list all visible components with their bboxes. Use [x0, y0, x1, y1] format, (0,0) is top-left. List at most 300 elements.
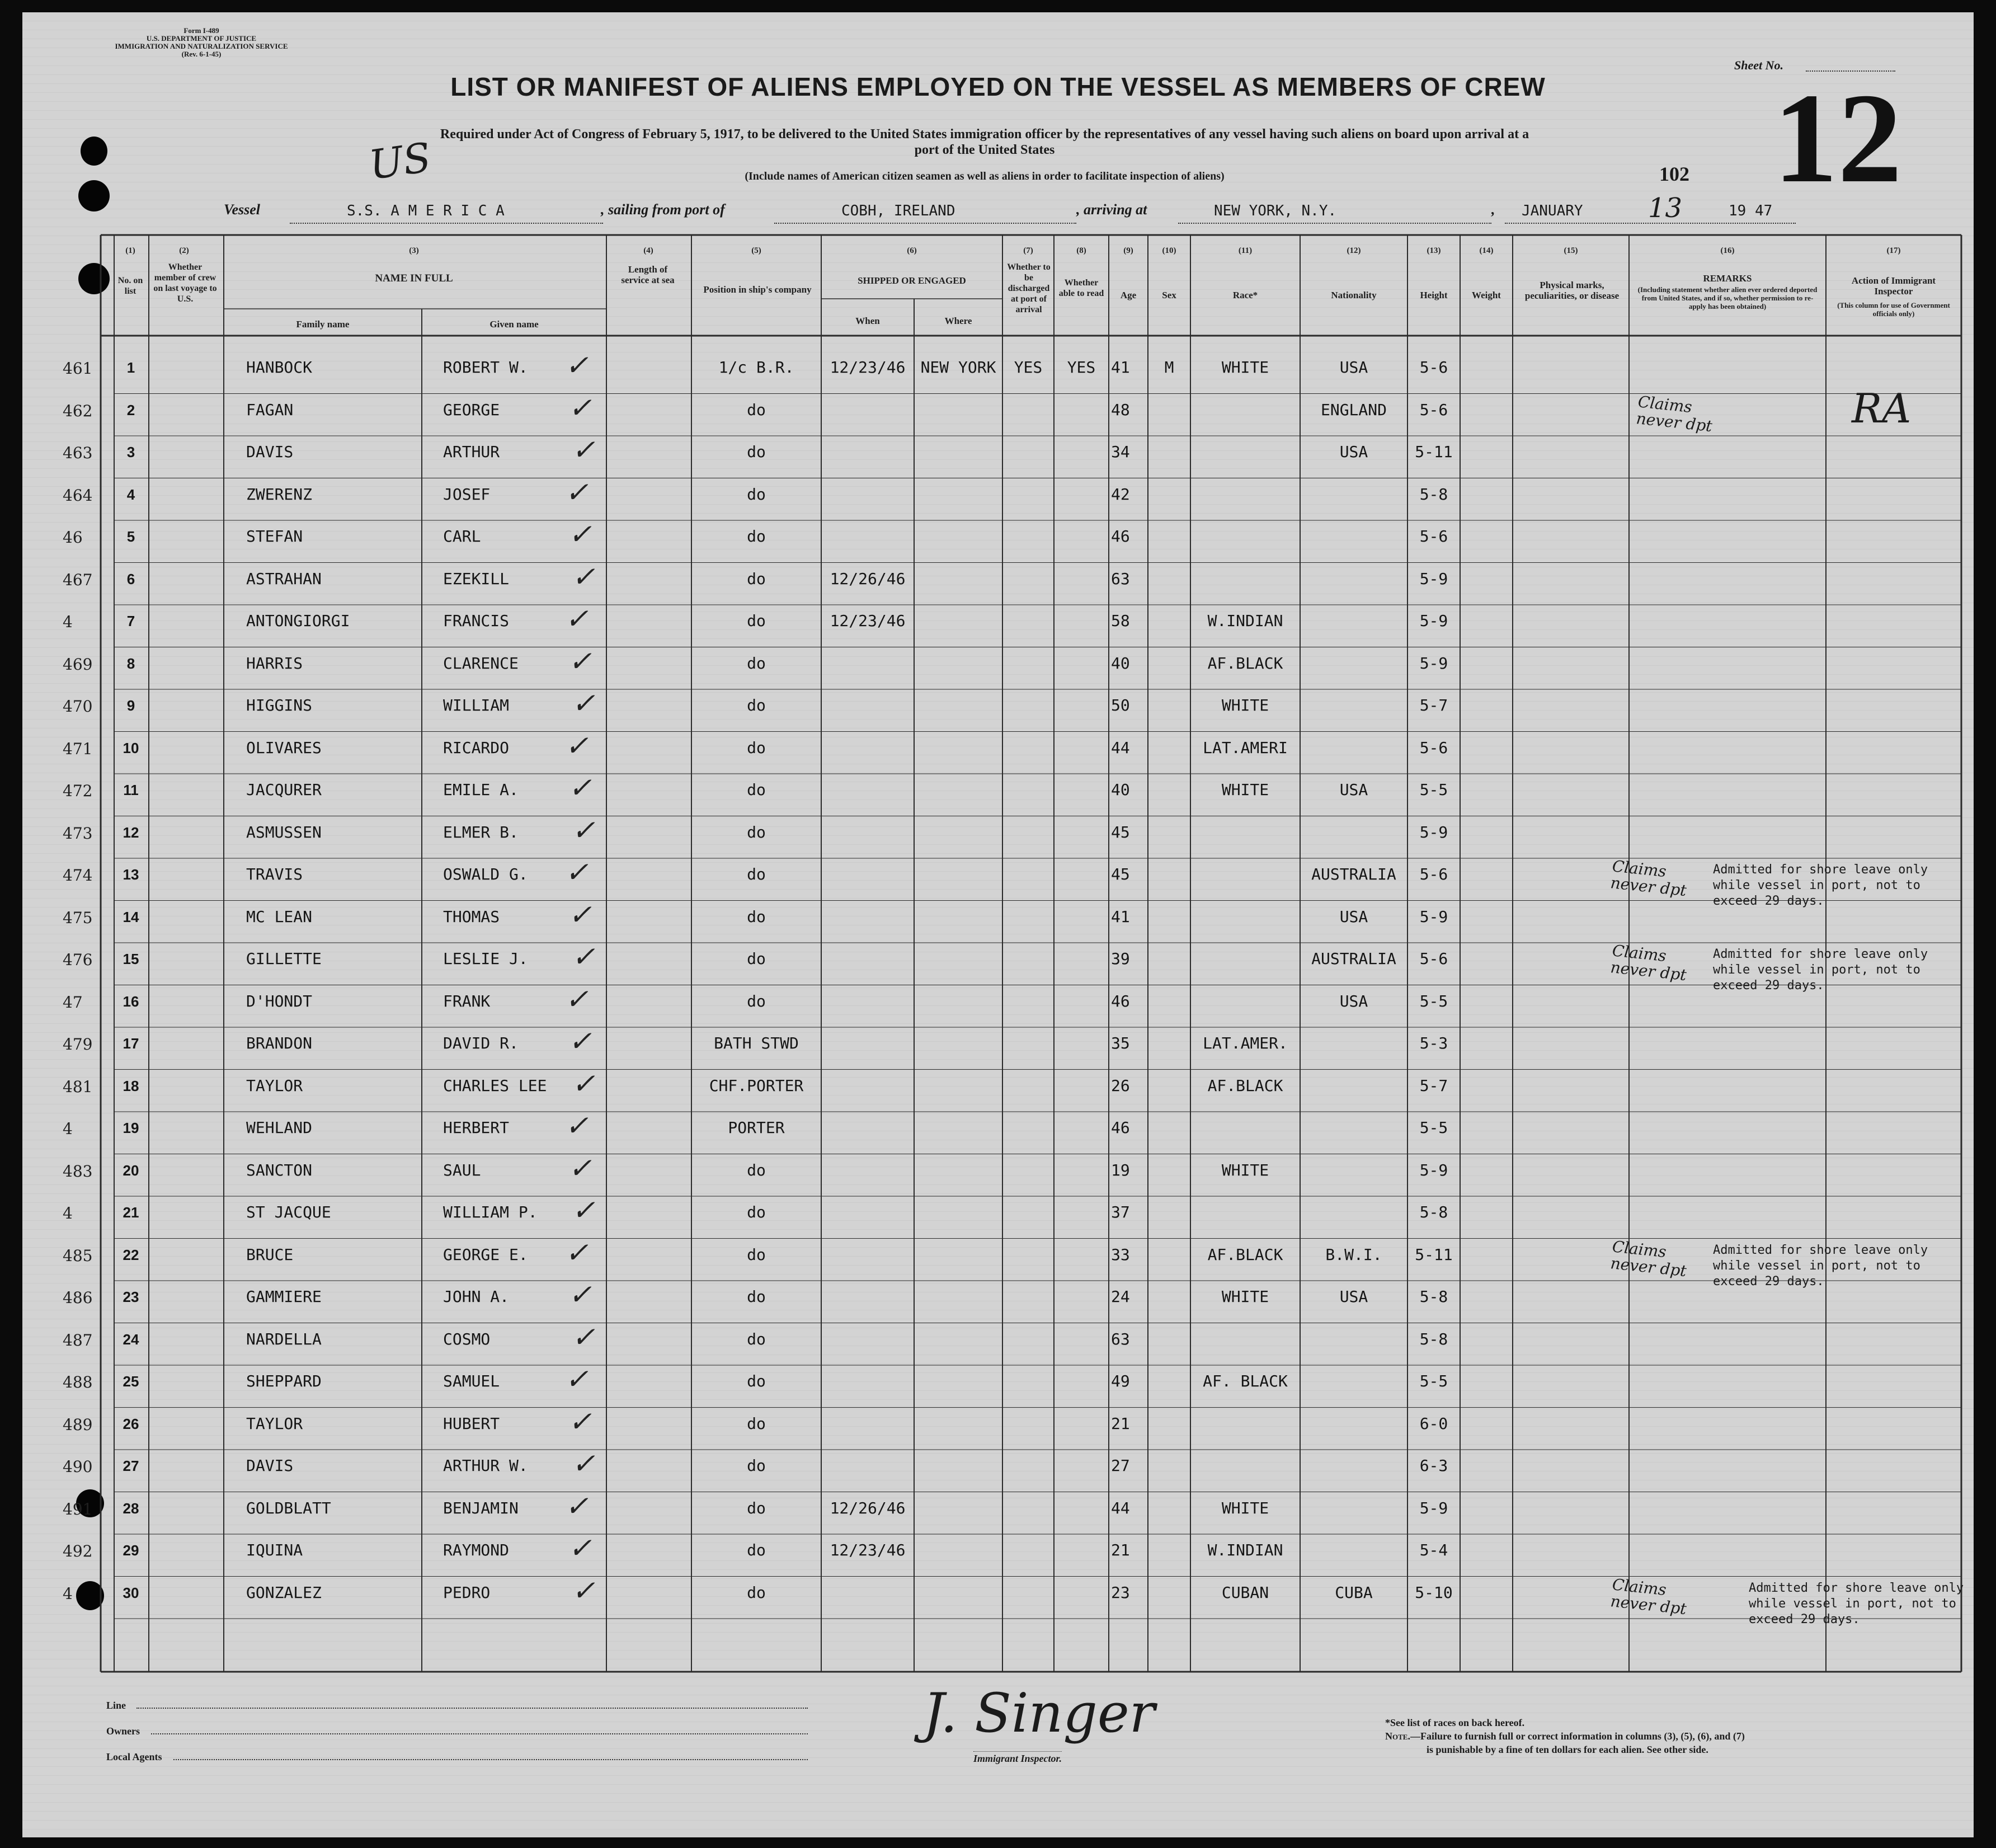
cell-no[interactable]: 27: [123, 1457, 139, 1474]
cell-race[interactable]: WHITE: [1221, 358, 1269, 377]
col-number: (11): [1238, 246, 1253, 255]
checkmark-icon: ✓: [572, 1447, 595, 1480]
cell-position[interactable]: do: [747, 991, 766, 1010]
cell-given[interactable]: RICARDO: [443, 738, 510, 757]
cell-position[interactable]: do: [747, 1456, 766, 1475]
cell-height[interactable]: 5-8: [1419, 485, 1448, 504]
cell-discharged[interactable]: YES: [1014, 358, 1043, 377]
date-year-field[interactable]: 19 47: [1729, 203, 1773, 219]
row-margin-number: 463: [63, 444, 93, 462]
cell-nationality[interactable]: AUSTRALIA: [1311, 949, 1396, 968]
cell-age[interactable]: 45: [1111, 865, 1130, 883]
fine-note: [1385, 1730, 1745, 1742]
row-margin-number: 475: [63, 908, 93, 927]
cell-when[interactable]: 12/26/46: [830, 569, 906, 588]
cell-age[interactable]: 21: [1111, 1414, 1130, 1433]
cell-given[interactable]: CARL: [443, 527, 481, 546]
col-header-discharged: Whether to be discharged at port of arrival: [1007, 262, 1051, 314]
cell-no[interactable]: 28: [123, 1499, 139, 1517]
cell-no[interactable]: 10: [123, 739, 139, 756]
cell-family[interactable]: D'HONDT: [246, 991, 313, 1010]
col-header-shipped-engaged: SHIPPED OR ENGAGED: [858, 275, 966, 286]
cell-no[interactable]: 13: [123, 866, 139, 883]
cell-family[interactable]: ASTRAHAN: [246, 569, 322, 588]
cell-family[interactable]: HIGGINS: [246, 696, 313, 714]
col-header-given-name: Given name: [489, 319, 539, 330]
cell-given[interactable]: DAVID R.: [443, 1034, 519, 1052]
fine-note-continued: is punishable by a fine of ten dollars for each alien. See other side.: [1427, 1744, 1708, 1755]
footer-agents-field[interactable]: [173, 1759, 808, 1760]
cell-height[interactable]: 5-5: [1419, 1372, 1448, 1390]
cell-race[interactable]: WHITE: [1221, 1160, 1269, 1179]
cell-no[interactable]: 16: [123, 993, 139, 1010]
cell-race[interactable]: AF.BLACK: [1207, 1245, 1283, 1264]
remark-typed-line: Admitted for shore leave only: [1749, 1581, 1964, 1595]
cell-family[interactable]: FAGAN: [246, 400, 294, 419]
col-number: (2): [179, 246, 189, 255]
remark-typed-line: exceed 29 days.: [1713, 1274, 1824, 1289]
checkmark-icon: ✓: [572, 941, 595, 973]
cell-given[interactable]: JOHN A.: [443, 1287, 510, 1306]
cell-position[interactable]: BATH STWD: [714, 1034, 799, 1052]
cell-family[interactable]: SHEPPARD: [246, 1372, 322, 1390]
col-number: (8): [1076, 246, 1086, 255]
cell-position[interactable]: do: [747, 780, 766, 799]
cell-position[interactable]: do: [747, 569, 766, 588]
cell-family[interactable]: GONZALEZ: [246, 1583, 322, 1602]
cell-race[interactable]: LAT.AMER.: [1203, 1034, 1288, 1052]
cell-position[interactable]: do: [747, 696, 766, 714]
cell-family[interactable]: GILLETTE: [246, 949, 322, 968]
fine-note-label: Note.: [1385, 1731, 1410, 1742]
row-margin-number: 483: [63, 1162, 93, 1181]
remark-handwritten: Claims never dpt: [1609, 857, 1688, 900]
cell-family[interactable]: JACQURER: [246, 780, 322, 799]
remark-handwritten: Claims never dpt: [1609, 1236, 1688, 1280]
cell-age[interactable]: 19: [1111, 1160, 1130, 1179]
cell-no[interactable]: 3: [126, 444, 135, 460]
cell-age[interactable]: 41: [1111, 358, 1130, 377]
cell-position[interactable]: do: [747, 485, 766, 504]
cell-position[interactable]: do: [747, 443, 766, 461]
cell-given[interactable]: COSMO: [443, 1329, 491, 1348]
cell-race[interactable]: WHITE: [1221, 1287, 1269, 1306]
cell-nationality[interactable]: USA: [1339, 907, 1368, 926]
checkmark-icon: ✓: [565, 1363, 589, 1395]
cell-height[interactable]: 6-0: [1419, 1414, 1448, 1433]
cell-age[interactable]: 46: [1111, 527, 1130, 546]
row-margin-number: 461: [63, 359, 93, 378]
cell-age[interactable]: 44: [1111, 738, 1130, 757]
cell-race[interactable]: WHITE: [1221, 780, 1269, 799]
cell-given[interactable]: FRANK: [443, 991, 491, 1010]
cell-nationality[interactable]: AUSTRALIA: [1311, 865, 1396, 883]
cell-race[interactable]: AF.BLACK: [1207, 653, 1283, 673]
cell-age[interactable]: 42: [1111, 485, 1130, 504]
cell-position[interactable]: do: [747, 400, 766, 419]
col-header-inspector-action: Action of Immigrant Inspector: [1851, 275, 1936, 297]
checkmark-icon: ✓: [565, 729, 589, 762]
cell-height[interactable]: 6-3: [1419, 1456, 1448, 1475]
cell-nationality[interactable]: USA: [1339, 1287, 1368, 1306]
cell-no[interactable]: 29: [123, 1542, 139, 1559]
cell-given[interactable]: THOMAS: [443, 907, 500, 926]
handwritten-initials: US: [366, 133, 434, 189]
cell-nationality[interactable]: B.W.I.: [1325, 1245, 1382, 1264]
cell-age[interactable]: 44: [1111, 1498, 1130, 1517]
cell-given[interactable]: OSWALD G.: [443, 865, 528, 883]
cell-position[interactable]: do: [747, 1329, 766, 1348]
cell-no[interactable]: 19: [123, 1120, 139, 1136]
cell-position[interactable]: do: [747, 527, 766, 546]
cell-height[interactable]: 5-10: [1415, 1583, 1453, 1602]
cell-height[interactable]: 5-6: [1419, 400, 1448, 419]
cell-no[interactable]: 7: [126, 613, 135, 629]
cell-given[interactable]: HUBERT: [443, 1414, 500, 1433]
cell-read[interactable]: YES: [1067, 358, 1096, 377]
col-header-sex: Sex: [1162, 290, 1176, 300]
cell-height[interactable]: 5-6: [1419, 949, 1448, 968]
col-header-position: Position in ship's company: [703, 284, 812, 295]
cell-no[interactable]: 18: [123, 1077, 139, 1094]
cell-family[interactable]: STEFAN: [246, 527, 303, 546]
cell-given[interactable]: FRANCIS: [443, 612, 510, 630]
cell-height[interactable]: 5-9: [1419, 907, 1448, 926]
cell-no[interactable]: 30: [123, 1584, 139, 1601]
col-number: (15): [1564, 246, 1578, 255]
cell-nationality[interactable]: CUBA: [1335, 1583, 1373, 1602]
cell-race[interactable]: AF.BLACK: [1207, 1076, 1283, 1095]
cell-given[interactable]: ARTHUR: [443, 443, 500, 461]
cell-no[interactable]: 11: [123, 782, 139, 798]
cell-position[interactable]: do: [747, 907, 766, 926]
cell-age[interactable]: 40: [1111, 780, 1130, 799]
row-margin-number: 462: [63, 401, 93, 420]
cell-family[interactable]: TAYLOR: [246, 1076, 303, 1095]
cell-position[interactable]: do: [747, 738, 766, 757]
cell-position[interactable]: do: [747, 1414, 766, 1433]
cell-age[interactable]: 33: [1111, 1245, 1130, 1264]
cell-family[interactable]: WEHLAND: [246, 1118, 313, 1137]
cell-height[interactable]: 5-9: [1419, 1498, 1448, 1517]
cell-family[interactable]: GOLDBLATT: [246, 1498, 331, 1517]
cell-height[interactable]: 5-5: [1419, 991, 1448, 1010]
cell-height[interactable]: 5-9: [1419, 822, 1448, 841]
checkmark-icon: ✓: [565, 856, 589, 888]
cell-height[interactable]: 5-5: [1419, 780, 1448, 799]
checkmark-icon: ✓: [568, 1278, 592, 1311]
row-margin-number: 4: [63, 1120, 73, 1138]
cell-given[interactable]: JOSEF: [443, 485, 491, 504]
cell-where[interactable]: NEW YORK: [920, 358, 996, 377]
cell-no[interactable]: 4: [126, 486, 135, 503]
cell-family[interactable]: DAVIS: [246, 443, 294, 461]
cell-when[interactable]: 12/23/46: [830, 358, 906, 377]
remark-typed-line: while vessel in port, not to: [1713, 963, 1920, 977]
cell-height[interactable]: 5-8: [1419, 1203, 1448, 1221]
cell-race[interactable]: WHITE: [1221, 1498, 1269, 1517]
cell-given[interactable]: BENJAMIN: [443, 1498, 519, 1517]
cell-family[interactable]: MC LEAN: [246, 907, 313, 926]
col-header-able-to-read: Whether able to read: [1058, 278, 1104, 298]
cell-position[interactable]: do: [747, 612, 766, 630]
cell-position[interactable]: do: [747, 822, 766, 841]
cell-age[interactable]: 41: [1111, 907, 1130, 926]
cell-given[interactable]: WILLIAM: [443, 696, 510, 714]
cell-age[interactable]: 58: [1111, 612, 1130, 630]
cell-given[interactable]: EMILE A.: [443, 780, 519, 799]
cell-race[interactable]: W.INDIAN: [1207, 612, 1283, 630]
cell-height[interactable]: 5-3: [1419, 1034, 1448, 1052]
cell-given[interactable]: EZEKILL: [443, 569, 510, 588]
cell-no[interactable]: 12: [123, 824, 139, 841]
footer-line-field[interactable]: [136, 1708, 808, 1709]
cell-height[interactable]: 5-6: [1419, 358, 1448, 377]
cell-height[interactable]: 5-6: [1419, 865, 1448, 883]
cell-family[interactable]: TRAVIS: [246, 865, 303, 883]
checkmark-icon: ✓: [565, 349, 589, 382]
cell-family[interactable]: BRANDON: [246, 1034, 313, 1052]
cell-family[interactable]: DAVIS: [246, 1456, 294, 1475]
cell-family[interactable]: GAMMIERE: [246, 1287, 322, 1306]
col-header-name-in-full: NAME IN FULL: [375, 272, 453, 284]
service-name: IMMIGRATION AND NATURALIZATION SERVICE: [115, 42, 288, 50]
cell-given[interactable]: CLARENCE: [443, 653, 519, 673]
cell-no[interactable]: 14: [123, 908, 139, 925]
cell-nationality[interactable]: ENGLAND: [1320, 400, 1387, 419]
remark-typed-line: Admitted for shore leave only: [1713, 947, 1928, 961]
row-margin-number: 4: [63, 1584, 73, 1603]
footer-line-label: Line: [106, 1700, 126, 1711]
cell-when[interactable]: 12/23/46: [830, 1541, 906, 1559]
checkmark-icon: ✓: [568, 1532, 592, 1564]
cell-position[interactable]: do: [747, 1203, 766, 1221]
col-header-shipped-where: Where: [944, 316, 972, 326]
cell-family[interactable]: TAYLOR: [246, 1414, 303, 1433]
arriving-port-field[interactable]: NEW YORK, N.Y.: [1214, 203, 1337, 219]
cell-position[interactable]: 1/c B.R.: [718, 358, 794, 377]
subtitle-line: Required under Act of Congress of February 5, 1917, to be delivered to the United States immigration officer by the representatives of any vessel having such aliens on board upon arrival at a: [440, 127, 1529, 142]
cell-no[interactable]: 22: [123, 1246, 139, 1263]
cell-sex[interactable]: M: [1164, 358, 1174, 377]
cell-height[interactable]: 5-4: [1419, 1541, 1448, 1559]
cell-height[interactable]: 5-9: [1419, 653, 1448, 673]
row-margin-number: 472: [63, 782, 93, 800]
cell-no[interactable]: 5: [126, 528, 135, 545]
cell-age[interactable]: 45: [1111, 822, 1130, 841]
cell-given[interactable]: WILLIAM P.: [443, 1203, 538, 1221]
cell-no[interactable]: 8: [126, 655, 135, 672]
cell-height[interactable]: 5-8: [1419, 1329, 1448, 1348]
cell-age[interactable]: 21: [1111, 1541, 1130, 1559]
date-day-field[interactable]: 13: [1648, 192, 1683, 224]
cell-given[interactable]: HERBERT: [443, 1118, 510, 1137]
cell-when[interactable]: 12/26/46: [830, 1498, 906, 1517]
cell-family[interactable]: BRUCE: [246, 1245, 294, 1264]
cell-height[interactable]: 5-9: [1419, 1160, 1448, 1179]
cell-race[interactable]: W.INDIAN: [1207, 1541, 1283, 1559]
cell-given[interactable]: LESLIE J.: [443, 949, 528, 968]
cell-no[interactable]: 26: [123, 1415, 139, 1432]
remark-typed-line: exceed 29 days.: [1713, 979, 1824, 993]
cell-no[interactable]: 25: [123, 1373, 139, 1390]
cell-height[interactable]: 5-9: [1419, 569, 1448, 588]
cell-given[interactable]: RAYMOND: [443, 1541, 510, 1559]
cell-age[interactable]: 63: [1111, 1329, 1130, 1348]
cell-family[interactable]: HANBOCK: [246, 358, 313, 377]
row-margin-number: 490: [63, 1457, 93, 1476]
cell-position[interactable]: do: [747, 949, 766, 968]
checkmark-icon: ✓: [572, 1320, 595, 1353]
col-header-shipped-when: When: [855, 316, 880, 326]
cell-family[interactable]: SANCTON: [246, 1160, 313, 1179]
cell-race[interactable]: AF. BLACK: [1203, 1372, 1288, 1390]
cell-no[interactable]: 21: [123, 1204, 139, 1221]
fine-note-text: —Failure to furnish full or correct information in columns (3), (5), (6), and (7): [1410, 1731, 1745, 1742]
department-name: U.S. DEPARTMENT OF JUSTICE: [146, 34, 257, 43]
col-header-last-voyage: Whether member of crew on last voyage to U.S.: [153, 262, 217, 304]
cell-age[interactable]: 49: [1111, 1372, 1130, 1390]
cell-no[interactable]: 9: [126, 697, 135, 714]
cell-height[interactable]: 5-6: [1419, 738, 1448, 757]
cell-when[interactable]: 12/23/46: [830, 612, 906, 630]
checkmark-icon: ✓: [565, 603, 589, 635]
date-month-field[interactable]: JANUARY: [1522, 203, 1583, 219]
footer-owners-field[interactable]: [151, 1733, 808, 1734]
cell-family[interactable]: NARDELLA: [246, 1329, 322, 1348]
col-header-nationality: Nationality: [1331, 290, 1377, 300]
cell-age[interactable]: 37: [1111, 1203, 1130, 1221]
col-header-height: Height: [1420, 290, 1448, 300]
cell-age[interactable]: 27: [1111, 1456, 1130, 1475]
sailing-port-field[interactable]: COBH, IRELAND: [841, 203, 955, 219]
cell-age[interactable]: 63: [1111, 569, 1130, 588]
cell-given[interactable]: SAUL: [443, 1160, 481, 1179]
cell-height[interactable]: 5-11: [1415, 443, 1453, 461]
cell-height[interactable]: 5-6: [1419, 527, 1448, 546]
cell-position[interactable]: do: [747, 1541, 766, 1559]
row-margin-number: 487: [63, 1330, 93, 1349]
form-number: Form I-489: [183, 26, 219, 35]
col-header-family-name: Family name: [296, 319, 350, 330]
cell-family[interactable]: HARRIS: [246, 653, 303, 673]
cell-no[interactable]: 2: [126, 401, 135, 418]
cell-height[interactable]: 5-5: [1419, 1118, 1448, 1137]
row-margin-number: 469: [63, 655, 93, 674]
cell-no[interactable]: 6: [126, 570, 135, 587]
cell-given[interactable]: ROBERT W.: [443, 358, 528, 377]
checkmark-icon: ✓: [565, 1236, 589, 1269]
cell-no[interactable]: 15: [123, 951, 139, 967]
cell-no[interactable]: 1: [126, 359, 135, 376]
arriving-label: , arriving at: [1076, 201, 1147, 218]
cell-height[interactable]: 5-8: [1419, 1287, 1448, 1306]
col-header-age: Age: [1120, 290, 1137, 300]
cell-nationality[interactable]: USA: [1339, 991, 1368, 1010]
vessel-name-field[interactable]: S.S. A M E R I C A: [347, 203, 505, 219]
col-header-race: Race*: [1232, 290, 1258, 300]
cell-position[interactable]: do: [747, 1583, 766, 1602]
row-margin-number: 491: [63, 1499, 93, 1518]
cell-position[interactable]: do: [747, 1287, 766, 1306]
cell-race[interactable]: WHITE: [1221, 696, 1269, 714]
vessel-label: Vessel: [224, 201, 260, 218]
cell-family[interactable]: ST JACQUE: [246, 1203, 331, 1221]
cell-family[interactable]: IQUINA: [246, 1541, 303, 1559]
cell-age[interactable]: 26: [1111, 1076, 1130, 1095]
row-margin-number: 4: [63, 1204, 73, 1222]
cell-given[interactable]: CHARLES LEE: [443, 1076, 547, 1095]
cell-nationality[interactable]: USA: [1339, 443, 1368, 461]
row-margin-number: 479: [63, 1035, 93, 1054]
cell-age[interactable]: 48: [1111, 400, 1130, 419]
manifest-sheet: [22, 12, 1974, 1837]
cell-given[interactable]: ARTHUR W.: [443, 1456, 528, 1475]
cell-no[interactable]: 20: [123, 1162, 139, 1179]
col-header-weight: Weight: [1472, 290, 1501, 300]
checkmark-icon: ✓: [572, 1574, 595, 1607]
cell-family[interactable]: ZWERENZ: [246, 485, 313, 504]
cell-position[interactable]: do: [747, 1498, 766, 1517]
cell-position[interactable]: CHF.PORTER: [709, 1076, 804, 1095]
cell-family[interactable]: OLIVARES: [246, 738, 322, 757]
cell-height[interactable]: 5-7: [1419, 696, 1448, 714]
cell-family[interactable]: ASMUSSEN: [246, 822, 322, 841]
row-margin-number: 47: [63, 993, 83, 1012]
cell-position[interactable]: do: [747, 1372, 766, 1390]
cell-age[interactable]: 23: [1111, 1583, 1130, 1602]
cell-position[interactable]: do: [747, 865, 766, 883]
cell-no[interactable]: 17: [123, 1035, 139, 1052]
cell-nationality[interactable]: USA: [1339, 358, 1368, 377]
checkmark-icon: ✓: [572, 1194, 595, 1226]
cell-height[interactable]: 5-11: [1415, 1245, 1453, 1264]
cell-given[interactable]: PEDRO: [443, 1583, 491, 1602]
cell-age[interactable]: 40: [1111, 653, 1130, 673]
col-number: (1): [125, 246, 135, 255]
cell-race[interactable]: CUBAN: [1221, 1583, 1269, 1602]
col-number: (3): [409, 246, 419, 255]
col-header-no-on-list: No. on list: [117, 276, 143, 296]
cell-nationality[interactable]: USA: [1339, 780, 1368, 799]
cell-given[interactable]: ELMER B.: [443, 822, 519, 841]
cell-race[interactable]: LAT.AMERI: [1203, 738, 1288, 757]
checkmark-icon: ✓: [572, 814, 595, 847]
cell-age[interactable]: 39: [1111, 949, 1130, 968]
cell-height[interactable]: 5-7: [1419, 1076, 1448, 1095]
cell-age[interactable]: 46: [1111, 991, 1130, 1010]
cell-given[interactable]: SAMUEL: [443, 1372, 500, 1390]
cell-family[interactable]: ANTONGIORGI: [246, 612, 350, 630]
cell-height[interactable]: 5-9: [1419, 612, 1448, 630]
cell-age[interactable]: 50: [1111, 696, 1130, 714]
cell-age[interactable]: 24: [1111, 1287, 1130, 1306]
cell-no[interactable]: 23: [123, 1289, 139, 1305]
cell-position[interactable]: PORTER: [728, 1118, 785, 1137]
cell-age[interactable]: 35: [1111, 1034, 1130, 1052]
cell-given[interactable]: GEORGE E.: [443, 1245, 528, 1264]
cell-given[interactable]: GEORGE: [443, 400, 500, 419]
cell-position[interactable]: do: [747, 1160, 766, 1179]
row-margin-number: 471: [63, 739, 93, 758]
cell-age[interactable]: 34: [1111, 443, 1130, 461]
cell-position[interactable]: do: [747, 1245, 766, 1264]
cell-no[interactable]: 24: [123, 1330, 139, 1348]
checkmark-icon: ✓: [565, 1489, 589, 1522]
cell-position[interactable]: do: [747, 653, 766, 673]
checkmark-icon: ✓: [568, 518, 592, 551]
cell-age[interactable]: 46: [1111, 1118, 1130, 1137]
